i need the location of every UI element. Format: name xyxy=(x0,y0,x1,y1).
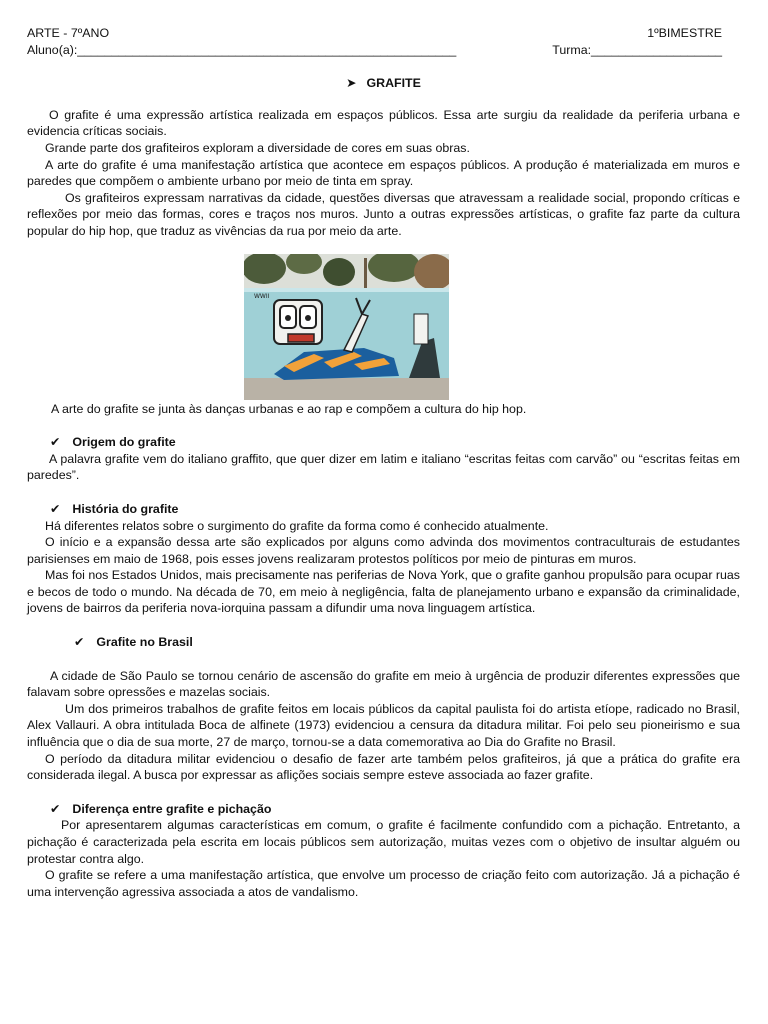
checkmark-icon: ✔ xyxy=(50,435,61,450)
section-paragraph: O período da ditadura militar evidenciou o desafio de fazer arte também pelos grafiteiros, já que a prática do grafite era considerada ilegal. A busca por expressar as aflições sociais sempre esteve associada ao fazer grafite. xyxy=(27,751,740,783)
checkmark-icon: ✔ xyxy=(74,635,85,650)
section-title: Grafite no Brasil xyxy=(96,635,193,650)
section-heading-diferenca xyxy=(27,801,740,818)
checkmark-icon: ✔ xyxy=(50,801,61,816)
page-title xyxy=(27,75,740,92)
worksheet-page xyxy=(27,25,740,900)
section-paragraph: O início e a expansão dessa arte são explicados por alguns como advinda dos movimentos contraculturais de estudantes parisienses em maio de 1968, pois esses jovens realizaram protestos políticos por meio de pinturas em muros. xyxy=(27,535,740,566)
svg-text:WWII: WWII xyxy=(254,292,270,300)
intro-paragraph: O grafite é uma expressão artística realizada em espaços públicos. Essa arte surgiu da realidade da periferia urbana e evidencia críticas sociais. xyxy=(27,107,740,139)
section-title: Diferença entre grafite e pichação xyxy=(72,801,272,816)
checkmark-icon: ✔ xyxy=(50,501,61,516)
intro-paragraph: Grande parte dos grafiteiros exploram a diversidade de cores em suas obras. xyxy=(45,140,470,155)
class-field[interactable]: Turma:___________________ xyxy=(552,42,722,57)
period-label: 1ºBIMESTRE xyxy=(647,26,722,40)
section-title: Origem do grafite xyxy=(72,435,176,450)
section-heading-historia xyxy=(27,501,740,518)
page-title-text: GRAFITE xyxy=(366,76,421,91)
header-line-1 xyxy=(27,25,740,42)
arrow-bullet-icon: ➤ xyxy=(346,76,357,91)
image-caption: A arte do grafite se junta às danças urbanas e ao rap e compõem a cultura do hip hop. xyxy=(51,401,527,416)
section-paragraph: O grafite se refere a uma manifestação artística, que envolve um processo de criação feito com autorização. Já a pichação é uma intervenção agressiva associada a atos de vandalismo. xyxy=(27,868,740,899)
section-title: História do grafite xyxy=(72,501,179,516)
student-name-field[interactable]: Aluno(a):_______________________________________________________ xyxy=(27,42,457,57)
section-paragraph: A cidade de São Paulo se tornou cenário de ascensão do grafite em meio à urgência de produzir diferentes expressões que falavam sobre opressões e mazelas sociais. xyxy=(27,668,740,700)
intro-paragraph: Os grafiteiros expressam narrativas da cidade, questões diversas que atravessam a realidade social, propondo críticas e reflexões por meio das formas, cores e traços nos muros. Junto a outras expressões artísticas, o grafite faz parte da cultura popular do hip hop, que traduz as vivências da rua por meio da arte. xyxy=(27,190,740,238)
header-line-2 xyxy=(27,42,740,59)
section-heading-origem xyxy=(27,434,740,451)
section-paragraph: Por apresentarem algumas características em comum, o grafite é facilmente confundido com a pichação. Entretanto, a pichação é caracterizada pela escrita em locais públicos sem autorização, muitas vezes com o objetivo de insultar alguém ou protestar contra algo. xyxy=(27,818,740,866)
intro-paragraph: A arte do grafite é uma manifestação artística que acontece em espaços públicos. A produção é materializada em muros e paredes que compõem o ambiente urbano por meio de tinta em spray. xyxy=(27,157,740,189)
section-paragraph: Mas foi nos Estados Unidos, mais precisamente nas periferias de Nova York, que o grafite ganhou propulsão para ocupar ruas e becos de todo o mundo. Na década de 70, em meio à negligência, falta de planejamento urbano e expansão da criminalidade, jovens de bairros da periferia nova-iorquina passam a difundir uma nova linguagem artística. xyxy=(27,568,740,616)
section-paragraph: Um dos primeiros trabalhos de grafite feitos em locais públicos da capital paulista foi do artista etíope, radicado no Brasil, Alex Vallauri. A obra intitulada Boca de alfinete (1973) evidenciou a censura da ditadura militar. Foi pelo seu pioneirismo e sua influência que o dia de sua morte, 27 de março, tornou-se a data comemorativa ao Dia do Grafite no Brasil. xyxy=(27,701,740,750)
section-paragraph: Há diferentes relatos sobre o surgimento do grafite da forma como é conhecido atualmente. xyxy=(45,518,549,533)
graffiti-photo xyxy=(244,254,449,400)
subject-label: ARTE - 7ºANO xyxy=(27,26,110,40)
section-paragraph: A palavra grafite vem do italiano graffito, que quer dizer em latim e italiano “escritas feitas com carvão” ou “escritas feitas em paredes”. xyxy=(27,451,740,483)
section-heading-brasil xyxy=(27,634,740,651)
graffiti-illustration xyxy=(244,254,449,400)
